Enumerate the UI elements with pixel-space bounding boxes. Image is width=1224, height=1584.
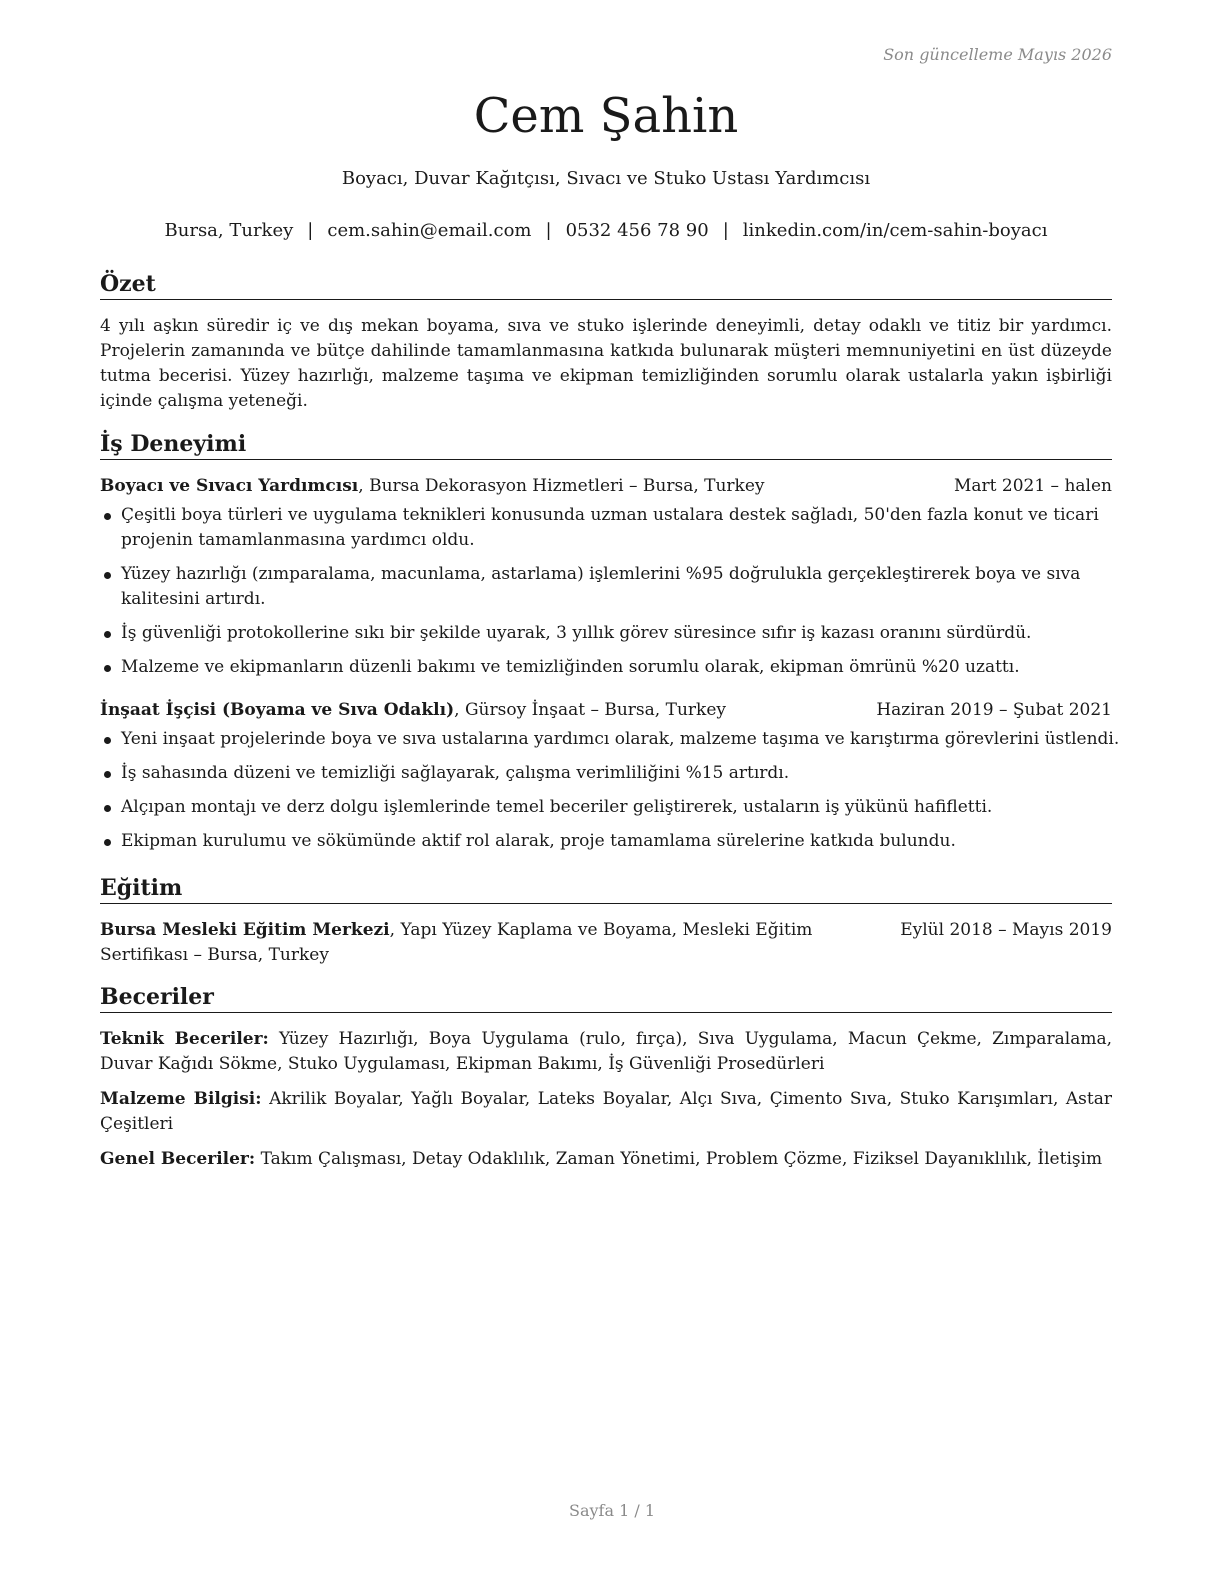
- contact-line: [100, 219, 1112, 243]
- education-title: Eğitim: [100, 874, 1112, 904]
- experience-section: [100, 430, 1120, 863]
- skills-section: [100, 983, 1112, 1172]
- job-bullets: [100, 727, 1120, 854]
- job-bullet: Yüzey hazırlığı (zımparalama, macunlama, astarlama) işlemlerini %95 doğrulukla gerçekleştirerek boya ve sıva kalitesini artırdı.: [100, 562, 1112, 612]
- skill-text: Yüzey Hazırlığı, Boya Uygulama (rulo, fırça), Sıva Uygulama, Macun Çekme, Zımparalama, Duvar Kağıdı Sökme, Stuko Uygulaması, Ekipman Bakımı, İş Güvenliği Prosedürleri: [100, 1029, 1112, 1074]
- skill-label: Malzeme Bilgisi:: [100, 1089, 262, 1109]
- candidate-name: Cem Şahin: [473, 88, 739, 144]
- contact-location: Bursa, Turkey: [164, 220, 294, 241]
- summary-text: 4 yılı aşkın süredir iç ve dış mekan boyama, sıva ve stuko işlerinde deneyimli, detay odaklı ve titiz bir yardımcı. Projelerin zamanında ve bütçe dahilinde tamamlanmasına katkıda bulunarak müşteri memnuniyetini en üst düzeyde tutma becerisi. Yüzey hazırlığı, malzeme taşıma ve ekipman temizliğinden sorumlu olarak ustalarla yakın işbirliği içinde çalışma yeteneği.: [100, 316, 1112, 411]
- last-updated: Son güncelleme Mayıs 2026: [883, 45, 1112, 64]
- contact-phone: 0532 456 78 90: [565, 220, 709, 241]
- contact-separator: |: [307, 220, 314, 241]
- job-bullet: İş güvenliği protokollerine sıkı bir şekilde uyarak, 3 yıllık görev süresince sıfır iş kazası oranını sürdürdü.: [100, 621, 1112, 646]
- job-company: , Gürsoy İnşaat – Bursa, Turkey: [454, 700, 726, 720]
- headline: Boyacı, Duvar Kağıtçısı, Sıvacı ve Stuko Ustası Yardımcısı: [341, 168, 871, 189]
- job-bullet: Çeşitli boya türleri ve uygulama teknikleri konusunda uzman ustalara destek sağladı, 50'den fazla konut ve ticari projenin tamamlanmasına yardımcı oldu.: [100, 503, 1112, 553]
- skill-text: Takım Çalışması, Detay Odaklılık, Zaman Yönetimi, Problem Çözme, Fiziksel Dayanıklılık, İletişim: [255, 1149, 1103, 1169]
- skill-text: Akrilik Boyalar, Yağlı Boyalar, Lateks Boyalar, Alçı Sıva, Çimento Sıva, Stuko Karışımları, Astar Çeşitleri: [100, 1089, 1112, 1134]
- job-entry: [100, 474, 1112, 680]
- education-detail: , Yapı Yüzey Kaplama ve Boyama, Mesleki Eğitim Sertifikası – Bursa, Turkey: [100, 920, 813, 965]
- job-bullet: İş sahasında düzeni ve temizliği sağlayarak, çalışma verimliliğini %15 artırdı.: [100, 761, 1120, 786]
- job-bullet: Malzeme ve ekipmanların düzenli bakımı ve temizliğinden sorumlu olarak, ekipman ömrünü %20 uzattı.: [100, 655, 1112, 680]
- summary-title: Özet: [100, 270, 1112, 300]
- job-bullets: [100, 503, 1112, 680]
- page-number: Sayfa 1 / 1: [568, 1501, 655, 1520]
- job-dates: Haziran 2019 – Şubat 2021: [876, 700, 1112, 720]
- experience-title: İş Deneyimi: [100, 430, 1112, 460]
- skill-group: [100, 1027, 1112, 1077]
- job-company: , Bursa Dekorasyon Hizmetleri – Bursa, Turkey: [358, 476, 765, 496]
- contact-linkedin[interactable]: linkedin.com/in/cem-sahin-boyacı: [742, 220, 1048, 241]
- education-school: Bursa Mesleki Eğitim Merkezi: [100, 920, 390, 940]
- job-bullet: Ekipman kurulumu ve sökümünde aktif rol alarak, proje tamamlama sürelerine katkıda bulundu.: [100, 829, 1120, 854]
- skills-title: Beceriler: [100, 983, 1112, 1013]
- job-role: Boyacı ve Sıvacı Yardımcısı: [100, 476, 359, 496]
- job-bullet: Alçıpan montajı ve derz dolgu işlemlerinde temel beceriler geliştirerek, ustaların iş yükünü hafifletti.: [100, 795, 1120, 820]
- job-bullet: Yeni inşaat projelerinde boya ve sıva ustalarına yardımcı olarak, malzeme taşıma ve karıştırma görevlerini üstlendi.: [100, 727, 1120, 752]
- job-header: [100, 698, 1112, 723]
- job-entry: [100, 698, 1120, 854]
- skill-label: Teknik Beceriler:: [100, 1029, 269, 1049]
- contact-email[interactable]: cem.sahin@email.com: [327, 220, 532, 241]
- skill-group: [100, 1087, 1112, 1137]
- job-header: [100, 474, 1112, 499]
- skill-label: Genel Beceriler:: [100, 1149, 256, 1169]
- education-section: [100, 874, 1112, 968]
- skill-group: [100, 1147, 1112, 1172]
- job-dates: Mart 2021 – halen: [953, 476, 1112, 496]
- summary-section: [100, 270, 1112, 414]
- education-dates: Eylül 2018 – Mayıs 2019: [900, 920, 1112, 940]
- job-role: İnşaat İşçisi (Boyama ve Sıva Odaklı): [100, 700, 455, 720]
- education-entry: [100, 918, 1112, 968]
- contact-separator: |: [722, 220, 729, 241]
- contact-separator: |: [545, 220, 552, 241]
